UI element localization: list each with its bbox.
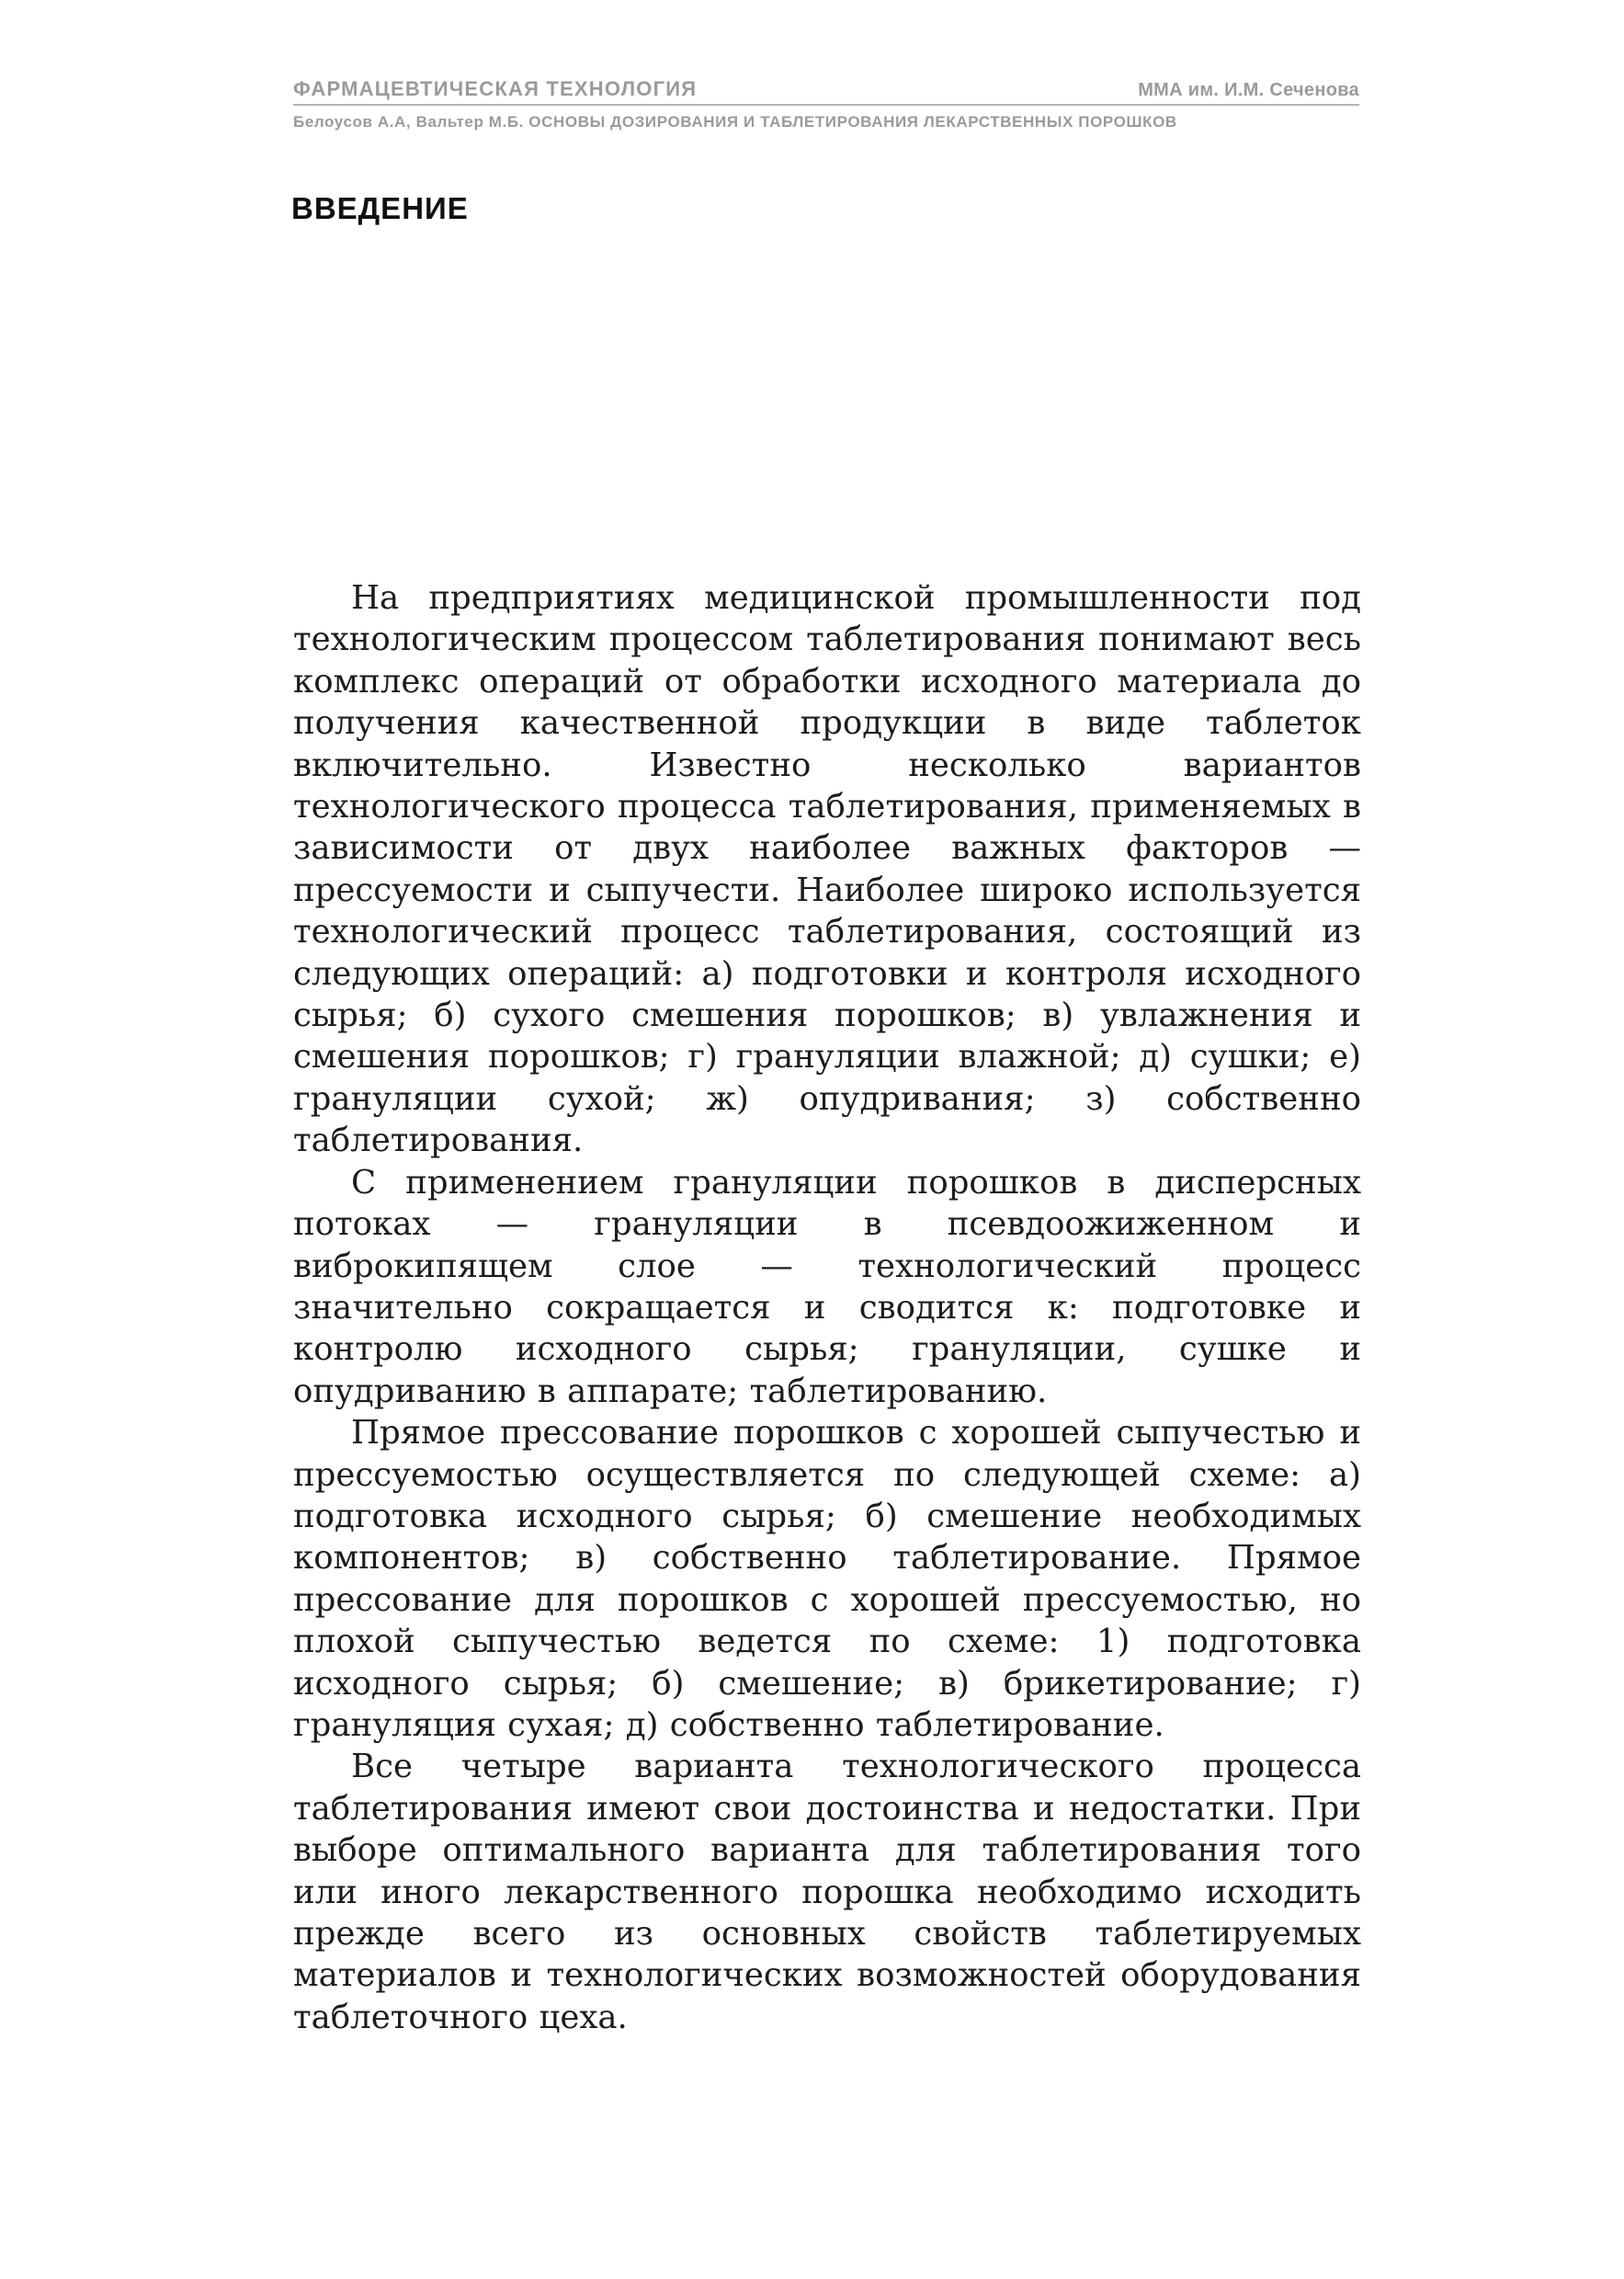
paragraph: Все четыре варианта технологического процесса таблетирования имеют свои достоинства и недостатки. При выборе оптимального варианта для таблетирования того или иного лекарственного порошка необходимо исходить прежде всего из основных свойств таблетируемых материалов и технологических возможностей оборудования таблеточного цеха. [293, 1748, 1361, 2036]
header-top-row [293, 77, 1359, 106]
body-text [293, 577, 1361, 2038]
paragraph: Прямое прессование порошков с хорошей сыпучестью и прессуемостью осуществляется по следующей схеме: а) подготовка исходного сырья; б) смешение необходимых компонентов; в) собственно таблетирование. Прямое прессование для порошков с хорошей прессуемостью, но плохой сыпучестью ведется по схеме: 1) подготовка исходного сырья; б) смешение; в) брикетирование; г) грануляция сухая; д) собственно таблетирование. [293, 1414, 1361, 1744]
running-header [293, 77, 1359, 131]
section-title: ВВЕДЕНИЕ [291, 191, 469, 225]
paragraph: На предприятиях медицинской промышленности под технологическим процессом таблетирования понимают весь комплекс операций от обработки исходного материала до получения качественной продукции в виде таблеток включительно. Известно несколько вариантов технологического процесса таблетирования, применяемых в зависимости от двух наиболее важных факторов — прессуемости и сыпучести. Наиболее широко используется технологический процесс таблетирования, состоящий из следующих операций: а) подготовки и контроля исходного сырья; б) сухого смешения порошков; в) увлажнения и смешения порошков; г) грануляции влажной; д) сушки; е) грануляции сухой; ж) опудривания; з) собственно таблетирования. [293, 579, 1361, 1160]
paragraph: С применением грануляции порошков в дисперсных потоках — грануляции в псевдоожиженном и виброкипящем слое — технологический процесс значительно сокращается и сводится к: подготовке и контролю исходного сырья; грануляции, сушке и опудриванию в аппарате; таблетированию. [293, 1163, 1361, 1410]
header-subject: ФАРМАЦЕВТИЧЕСКАЯ ТЕХНОЛОГИЯ [293, 77, 698, 100]
header-institution: ММА им. И.М. Сеченова [1138, 80, 1359, 100]
header-book-reference: Белоусов А.А, Вальтер М.Б. ОСНОВЫ ДОЗИРОВАНИЯ И ТАБЛЕТИРОВАНИЯ ЛЕКАРСТВЕННЫХ ПОРОШКОВ [293, 113, 1177, 131]
